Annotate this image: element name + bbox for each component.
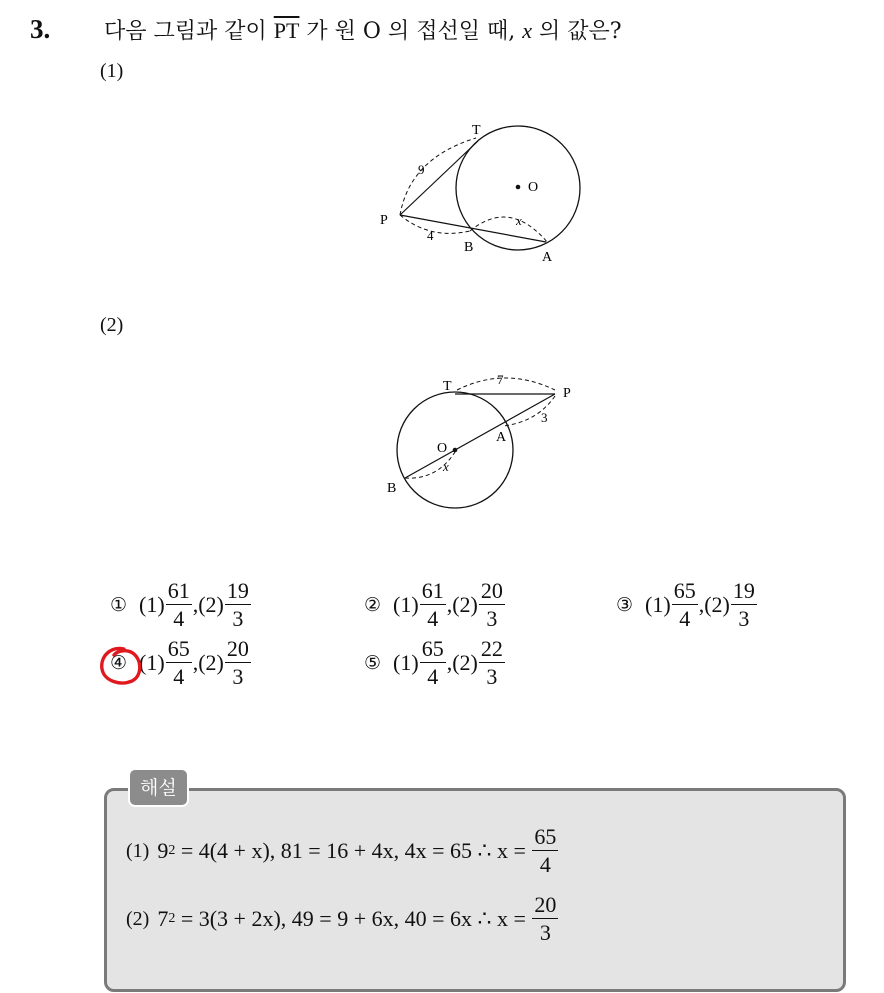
point-o-label: O	[528, 180, 539, 195]
explanation-line-1-base: 9	[157, 838, 169, 863]
explanation-line-1-exp: 2	[168, 843, 176, 858]
choice-4-frac2: $\frac{20}{3}$	[226, 636, 249, 689]
choice-2-part1: (1)	[393, 592, 419, 617]
point-p-label: P	[563, 386, 571, 401]
choice-5-frac2: $\frac{22}{3}$	[480, 636, 503, 689]
choice-3-part1: (1)	[645, 592, 671, 617]
question-number: 3.	[30, 14, 51, 44]
point-b-label: B	[387, 481, 397, 496]
choice-5-frac1: $\frac{65}{4}$	[421, 636, 444, 689]
variable-x: x	[522, 18, 532, 43]
choice-4-part1: (1)	[139, 650, 165, 675]
choice-4-mark: ④	[110, 652, 128, 674]
tangent-pt	[400, 141, 478, 215]
choice-2-frac1: $\frac{61}{4}$	[421, 578, 444, 631]
point-a-label: A	[542, 250, 553, 265]
figure1-diagram	[370, 118, 600, 270]
explanation-line-2-base: 7	[157, 906, 169, 931]
explanation-box	[104, 788, 846, 992]
point-t-label: T	[443, 379, 452, 394]
length-pt-label: 9	[418, 162, 425, 177]
point-a-label: A	[496, 430, 507, 445]
point-p-label: P	[380, 213, 388, 228]
choice-3-frac1: $\frac{65}{4}$	[673, 578, 696, 631]
choice-3-frac2: $\frac{19}{3}$	[732, 578, 755, 631]
explanation-line-2-exp: 2	[168, 911, 176, 926]
dim-arc-pb	[400, 215, 470, 233]
choice-4-part2: ,(2)	[192, 650, 224, 675]
choice-1-frac2: $\frac{19}{3}$	[226, 578, 249, 631]
point-b-label: B	[464, 240, 474, 255]
choice-1-part1: (1)	[139, 592, 165, 617]
choice-5-part2: ,(2)	[446, 650, 478, 675]
explanation-line-2	[126, 894, 559, 944]
choice-2-frac2: $\frac{20}{3}$	[480, 578, 503, 631]
choice-3-part2: ,(2)	[698, 592, 730, 617]
choice-3[interactable]	[616, 580, 758, 630]
question-text-before: 다음 그림과 같이	[104, 19, 274, 44]
segment-pt: $\overline{PT}$	[273, 18, 300, 43]
explanation-line-2-text: = 3(3 + 2x), 49 = 9 + 6x, 40 = 6x ∴ x =	[175, 906, 532, 931]
point-t-label: T	[472, 123, 481, 138]
length-pb-label: 4	[427, 228, 434, 243]
length-ba-label: x	[516, 213, 522, 228]
figure2-label: (2)	[100, 314, 124, 336]
question-text-middle: 가 원 O 의 접선일 때,	[299, 19, 523, 44]
explanation-line-2-frac: $\frac{20}{3}$	[534, 892, 557, 945]
length-tp-label: 7	[497, 372, 504, 387]
choice-4-frac1: $\frac{65}{4}$	[167, 636, 190, 689]
question-text-after: 의 값은?	[531, 19, 622, 44]
choice-1-mark: ①	[110, 594, 128, 616]
center-dot	[516, 185, 521, 190]
choice-3-mark: ③	[616, 594, 634, 616]
choice-2-part2: ,(2)	[446, 592, 478, 617]
choice-4[interactable]	[110, 638, 252, 688]
explanation-line-2-label: (2)	[126, 907, 150, 930]
choice-5-mark: ⑤	[364, 652, 382, 674]
question-text	[104, 14, 622, 45]
length-pa-label: 3	[541, 410, 548, 425]
choice-2[interactable]	[364, 580, 506, 630]
figure2-diagram	[375, 366, 595, 516]
point-o-label: O	[437, 441, 448, 456]
choice-2-mark: ②	[364, 594, 382, 616]
center-dot	[453, 448, 458, 453]
choice-1-frac1: $\frac{61}{4}$	[167, 578, 190, 631]
dim-arc-tp	[457, 378, 555, 390]
explanation-line-1-frac: $\frac{65}{4}$	[534, 824, 557, 877]
length-bo-label: x	[443, 459, 449, 474]
explanation-title: 해설	[128, 768, 189, 807]
explanation-line-1	[126, 826, 559, 876]
choice-5-part1: (1)	[393, 650, 419, 675]
choice-1[interactable]	[110, 580, 252, 630]
choice-5[interactable]	[364, 638, 506, 688]
secant-pb	[405, 394, 555, 478]
choice-1-part2: ,(2)	[192, 592, 224, 617]
explanation-line-1-text: = 4(4 + x), 81 = 16 + 4x, 4x = 65 ∴ x =	[175, 838, 532, 863]
figure1-label: (1)	[100, 60, 124, 82]
explanation-line-1-label: (1)	[126, 839, 150, 862]
